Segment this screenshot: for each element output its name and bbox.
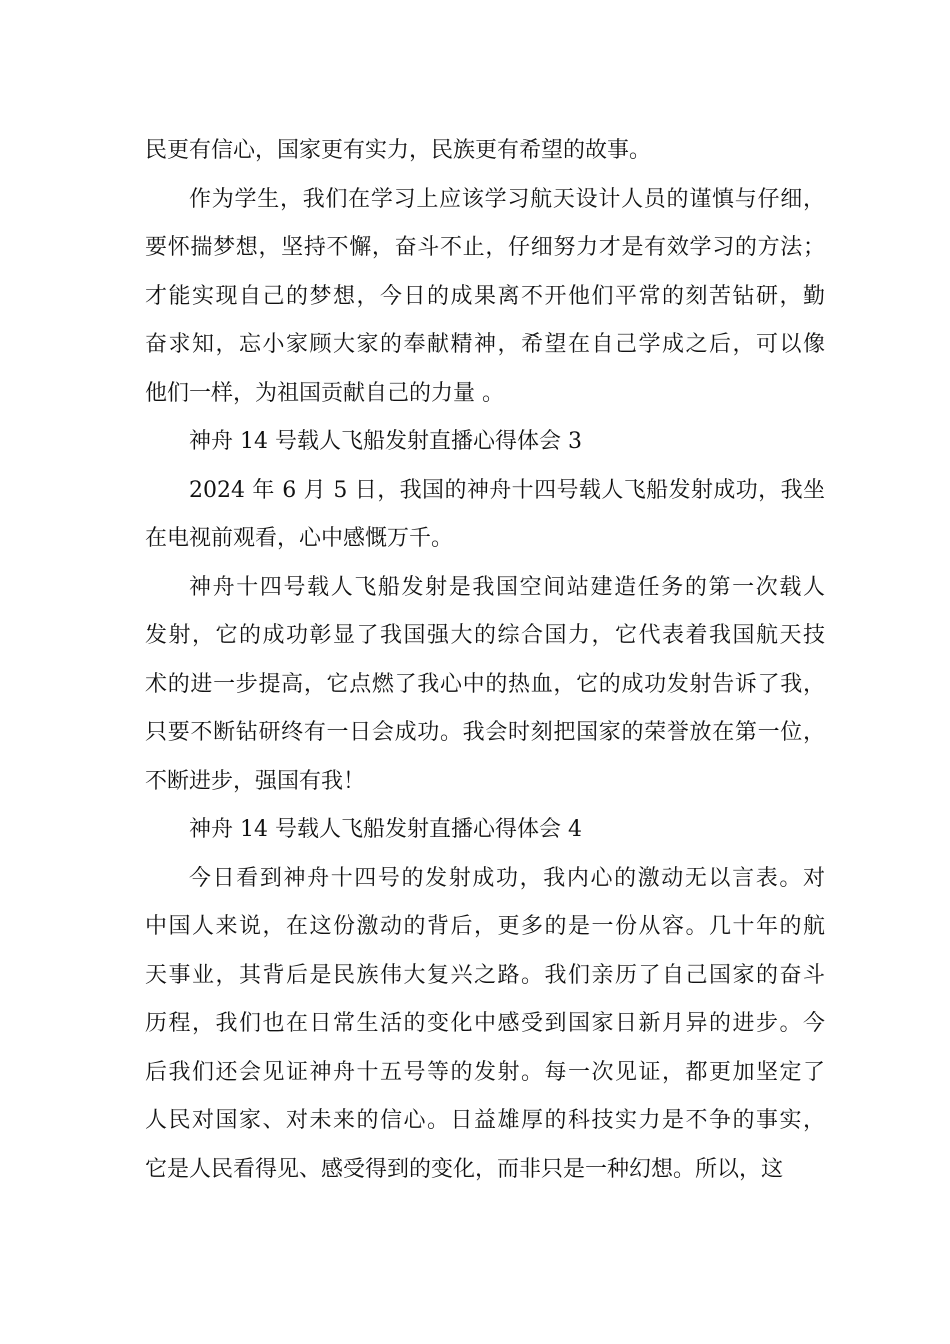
paragraph-line: 发射，它的成功彰显了我国强大的综合国力，它代表着我国航天技 [145, 623, 825, 648]
paragraph [145, 564, 825, 807]
paragraph-line: 历程，我们也在日常生活的变化中感受到国家日新月异的进步。今 [145, 1011, 825, 1036]
paragraph-line: 只要不断钻研终有一日会成功。我会时刻把国家的荣誉放在第一位， [145, 720, 825, 745]
heading-text: 神舟 14 号载人飞船发射直播心得体会 3 [189, 429, 582, 454]
paragraph [145, 467, 825, 564]
paragraph-line: 中国人来说，在这份激动的背后，更多的是一份从容。几十年的航 [145, 914, 825, 939]
paragraph-line: 他们一样，为祖国贡献自己的力量 。 [145, 380, 504, 406]
paragraph-line: 人民对国家、对未来的信心。日益雄厚的科技实力是不争的事实， [145, 1108, 825, 1133]
paragraph-line: 才能实现自己的梦想，今日的成果离不开他们平常的刻苦钻研，勤 [145, 283, 825, 309]
section-heading [145, 418, 825, 467]
paragraph [145, 127, 825, 176]
paragraph-line: 后我们还会见证神舟十五号等的发射。每一次见证，都更加坚定了 [145, 1059, 825, 1085]
paragraph-line: 神舟十四号载人飞船发射是我国空间站建造任务的第一次载人 [189, 574, 825, 600]
heading-text: 神舟 14 号载人飞船发射直播心得体会 4 [189, 817, 582, 842]
paragraph-line: 2024 年 6 月 5 日，我国的神舟十四号载人飞船发射成功，我坐 [189, 477, 825, 503]
paragraph [145, 176, 825, 419]
paragraph-line: 民更有信心，国家更有实力，民族更有希望的故事。 [145, 138, 652, 163]
paragraph-line: 不断进步，强国有我！ [145, 768, 366, 794]
paragraph-line: 天事业，其背后是民族伟大复兴之路。我们亲历了自己国家的奋斗 [145, 962, 825, 988]
paragraph-line: 它是人民看得见、感受得到的变化，而非只是一种幻想。所以，这 [145, 1156, 784, 1182]
section-heading [145, 806, 825, 855]
paragraph-line: 术的进一步提高，它点燃了我心中的热血，它的成功发射告诉了我， [145, 671, 825, 697]
paragraph-line: 要怀揣梦想，坚持不懈，奋斗不止，仔细努力才是有效学习的方法； [145, 235, 825, 260]
paragraph-line: 奋求知，忘小家顾大家的奉献精神，希望在自己学成之后，可以像 [145, 332, 825, 357]
paragraph-line: 今日看到神舟十四号的发射成功，我内心的激动无以言表。对 [189, 865, 825, 891]
paragraph-line: 在电视前观看，心中感慨万千。 [145, 526, 454, 551]
document-body [145, 127, 825, 1194]
paragraph-line: 作为学生，我们在学习上应该学习航天设计人员的谨慎与仔细， [189, 186, 825, 212]
paragraph [145, 855, 825, 1195]
